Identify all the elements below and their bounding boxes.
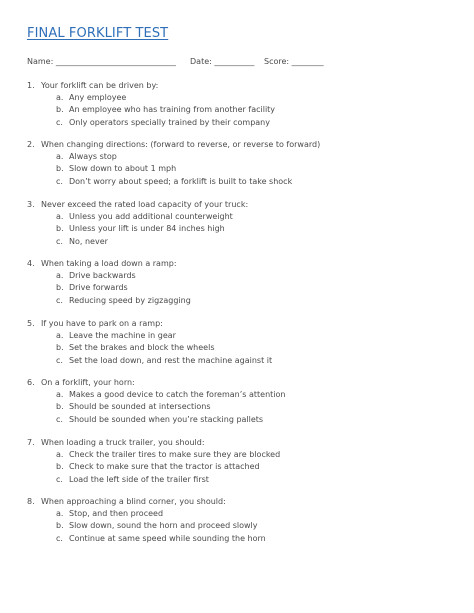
- name-blank: ______________________________: [55, 57, 176, 66]
- answer-option: [27, 330, 467, 341]
- name-field: [27, 57, 176, 66]
- question-8: [27, 496, 467, 544]
- option-letter: b.: [56, 521, 64, 531]
- question-7: [27, 437, 467, 485]
- option-letter: b.: [56, 402, 64, 412]
- option-letter: b.: [56, 283, 64, 293]
- answer-option: [27, 295, 467, 306]
- option-letter: b.: [56, 462, 64, 472]
- question-number: 8.: [27, 497, 35, 506]
- option-letter: b.: [56, 224, 64, 234]
- question-stem: [27, 318, 467, 329]
- option-text: Always stop: [69, 152, 117, 162]
- option-letter: c.: [56, 236, 63, 246]
- question-text: When loading a truck trailer, you should:: [41, 438, 205, 447]
- option-text: Slow down to about 1 mph: [69, 164, 177, 174]
- answer-option: [27, 389, 467, 400]
- date-field: [190, 57, 254, 66]
- page-title: FINAL FORKLIFT TEST: [27, 26, 169, 41]
- answer-option: [27, 342, 467, 353]
- answer-option: [27, 163, 467, 174]
- answer-option: [27, 236, 467, 247]
- option-letter: a.: [56, 509, 64, 519]
- answer-option: [27, 520, 467, 531]
- option-letter: c.: [56, 533, 63, 543]
- question-stem: [27, 496, 467, 507]
- option-text: Any employee: [69, 93, 127, 103]
- score-field: [264, 57, 324, 66]
- answer-option: [27, 474, 467, 485]
- answer-option: [27, 104, 467, 115]
- question-text: When approaching a blind corner, you should:: [41, 497, 226, 506]
- question-1: [27, 80, 467, 128]
- option-letter: a.: [56, 331, 64, 341]
- question-number: 6.: [27, 378, 35, 387]
- option-letter: b.: [56, 343, 64, 353]
- question-3: [27, 199, 467, 247]
- option-text: Stop, and then proceed: [69, 509, 164, 519]
- question-number: 7.: [27, 438, 35, 447]
- question-2: [27, 139, 467, 187]
- question-stem: [27, 437, 467, 448]
- answer-option: [27, 355, 467, 366]
- option-text: Unless your lift is under 84 inches high: [69, 224, 225, 234]
- answer-option: [27, 211, 467, 222]
- question-number: 3.: [27, 200, 35, 209]
- option-text: Drive backwards: [69, 271, 136, 281]
- question-text: Never exceed the rated load capacity of your truck:: [41, 200, 249, 209]
- question-number: 2.: [27, 140, 35, 149]
- answer-option: [27, 461, 467, 472]
- answer-option: [27, 151, 467, 162]
- answer-option: [27, 282, 467, 293]
- answer-option: [27, 92, 467, 103]
- question-text: When changing directions: (forward to reverse, or reverse to forward): [41, 140, 321, 149]
- question-number: 1.: [27, 81, 35, 90]
- answer-option: [27, 270, 467, 281]
- option-text: Only operators specially trained by their company: [69, 117, 270, 127]
- option-letter: c.: [56, 117, 63, 127]
- answer-option: [27, 176, 467, 187]
- option-text: Should be sounded when you’re stacking pallets: [69, 414, 264, 424]
- option-letter: a.: [56, 152, 64, 162]
- answer-option: [27, 414, 467, 425]
- question-text: On a forklift, your horn:: [41, 378, 135, 387]
- question-stem: [27, 139, 467, 150]
- option-text: Should be sounded at intersections: [69, 402, 211, 412]
- name-label: Name:: [27, 57, 54, 66]
- option-letter: a.: [56, 271, 64, 281]
- option-text: An employee who has training from another facility: [69, 105, 276, 115]
- option-text: Load the left side of the trailer first: [69, 474, 209, 484]
- question-text: Your forklift can be driven by:: [41, 81, 159, 90]
- option-text: Leave the machine in gear: [69, 331, 176, 341]
- question-number: 5.: [27, 319, 35, 328]
- option-text: Reducing speed by zigzagging: [69, 295, 191, 305]
- option-letter: a.: [56, 450, 64, 460]
- option-text: Don’t worry about speed; a forklift is built to take shock: [69, 176, 293, 186]
- option-text: Continue at same speed while sounding the horn: [69, 533, 266, 543]
- option-letter: c.: [56, 295, 63, 305]
- answer-option: [27, 508, 467, 519]
- question-stem: [27, 377, 467, 388]
- question-5: [27, 318, 467, 366]
- answer-option: [27, 401, 467, 412]
- option-text: No, never: [69, 236, 108, 246]
- option-letter: a.: [56, 93, 64, 103]
- answer-option: [27, 449, 467, 460]
- option-text: Drive forwards: [69, 283, 128, 293]
- option-letter: a.: [56, 390, 64, 400]
- question-text: If you have to park on a ramp:: [41, 319, 163, 328]
- question-stem: [27, 258, 467, 269]
- option-letter: c.: [56, 355, 63, 365]
- question-stem: [27, 80, 467, 91]
- option-letter: c.: [56, 414, 63, 424]
- date-blank: __________: [214, 57, 255, 66]
- option-letter: c.: [56, 176, 63, 186]
- option-letter: c.: [56, 474, 63, 484]
- date-label: Date:: [190, 57, 212, 66]
- answer-option: [27, 223, 467, 234]
- option-text: Check the trailer tires to make sure they are blocked: [69, 450, 281, 460]
- option-text: Check to make sure that the tractor is attached: [69, 462, 260, 472]
- answer-option: [27, 117, 467, 128]
- option-text: Slow down, sound the horn and proceed slowly: [69, 521, 258, 531]
- option-letter: b.: [56, 164, 64, 174]
- question-4: [27, 258, 467, 306]
- option-text: Set the brakes and block the wheels: [69, 343, 215, 353]
- question-text: When taking a load down a ramp:: [41, 259, 177, 268]
- option-text: Unless you add additional counterweight: [69, 212, 233, 222]
- score-label: Score:: [264, 57, 290, 66]
- option-text: Makes a good device to catch the foreman’s attention: [69, 390, 286, 400]
- score-blank: ________: [291, 57, 324, 66]
- question-stem: [27, 199, 467, 210]
- question-6: [27, 377, 467, 425]
- option-text: Set the load down, and rest the machine against it: [69, 355, 273, 365]
- option-letter: b.: [56, 105, 64, 115]
- answer-option: [27, 533, 467, 544]
- question-number: 4.: [27, 259, 35, 268]
- option-letter: a.: [56, 212, 64, 222]
